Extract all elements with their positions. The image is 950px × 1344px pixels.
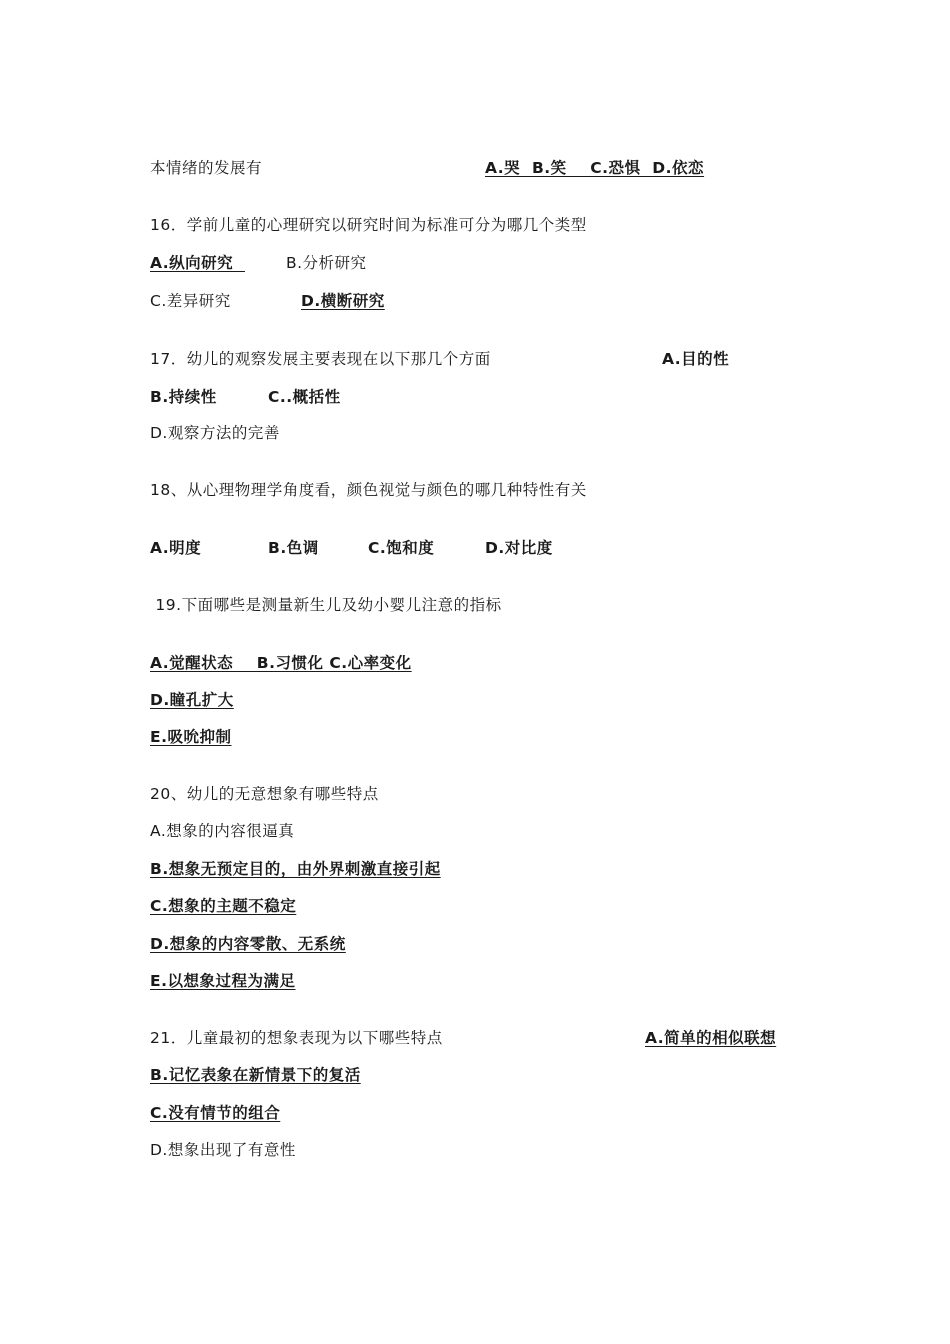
q21-option-b: B.记忆表象在新情景下的复活: [150, 1066, 361, 1084]
q17-option-b: B.持续性: [150, 388, 217, 406]
q19-options-abc: A.觉醒状态 B.习惯化 C.心率变化: [150, 654, 412, 672]
q15-answers: A.哭 B.笑 C.恐惧 D.依恋: [485, 159, 705, 177]
q16-option-b: B.分析研究: [286, 254, 367, 272]
q21-option-a: A.简单的相似联想: [645, 1029, 777, 1047]
q20-option-d: D.想象的内容零散、无系统: [150, 935, 346, 953]
q18-option-d: D.对比度: [485, 539, 553, 557]
q20-option-a: A.想象的内容很逼真: [150, 822, 295, 840]
q15-stem-tail: 本情绪的发展有: [150, 159, 263, 177]
q17-stem: 17．幼儿的观察发展主要表现在以下那几个方面: [150, 350, 491, 368]
q20-option-c: C.想象的主题不稳定: [150, 897, 297, 915]
q18-option-c: C.饱和度: [368, 539, 435, 557]
q16-option-a: A.纵向研究: [150, 254, 245, 272]
q19-option-d: D.瞳孔扩大: [150, 691, 234, 709]
q19-option-e: E.吸吮抑制: [150, 728, 232, 746]
q18-option-a: A.明度: [150, 539, 202, 557]
q21-stem: 21．儿童最初的想象表现为以下哪些特点: [150, 1029, 443, 1047]
q16-option-d: D.横断研究: [301, 292, 385, 310]
q21-option-d: D.想象出现了有意性: [150, 1141, 296, 1159]
q16-option-c: C.差异研究: [150, 292, 231, 310]
q18-stem: 18、从心理物理学角度看，颜色视觉与颜色的哪几种特性有关: [150, 481, 587, 499]
q20-option-e: E.以想象过程为满足: [150, 972, 296, 990]
q18-option-b: B.色调: [268, 539, 319, 557]
q20-stem: 20、幼儿的无意想象有哪些特点: [150, 785, 379, 803]
q17-option-d: D.观察方法的完善: [150, 424, 280, 442]
q20-option-b: B.想象无预定目的，由外界刺激直接引起: [150, 860, 441, 878]
q17-option-c: C..概括性: [268, 388, 341, 406]
q21-option-c: C.没有情节的组合: [150, 1104, 281, 1122]
q16-stem: 16．学前儿童的心理研究以研究时间为标准可分为哪几个类型: [150, 216, 587, 234]
q19-stem: 19.下面哪些是测量新生儿及幼小婴儿注意的指标: [150, 596, 502, 614]
q17-option-a: A.目的性: [662, 350, 730, 368]
